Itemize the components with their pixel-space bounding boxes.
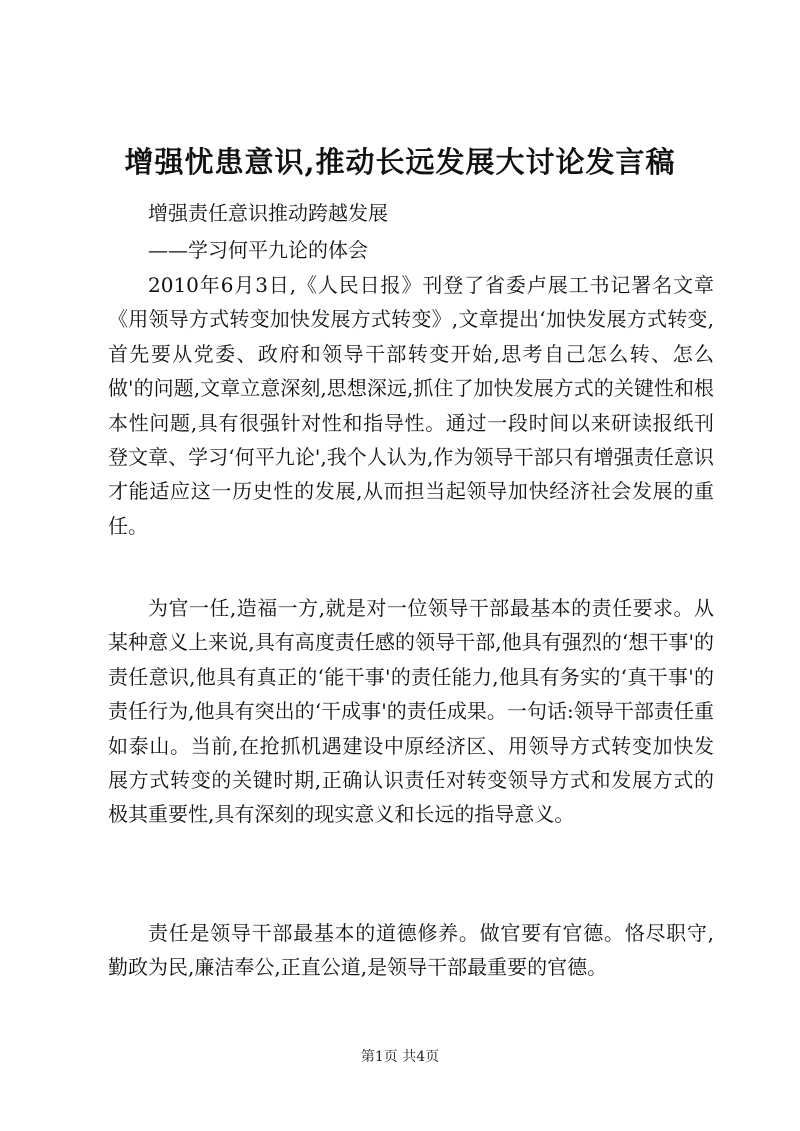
document-title: 增强忧患意识,推动长远发展大讨论发言稿: [124, 145, 676, 179]
document-byline: ——学习何平九论的体会: [148, 238, 368, 262]
paragraph-3: 责任是领导干部最基本的道德修养。做官要有官德。恪尽职守,勤政为民,廉洁奉公,正直公道,是领导干部最重要的官德。: [108, 921, 714, 980]
paragraph-2: 为官一任,造福一方,就是对一位领导干部最基本的责任要求。从某种意义上来说,具有高度责任感的领导干部,他具有强烈的‘想干事'的责任意识,他具有真正的‘能干事'的责任能力,他具有务实的‘真干事'的责任行为,他具有突出的‘干成事'的责任成果。一句话:领导干部责任重如泰山。当前,在抢抓机遇建设中原经济区、用领导方式转变加快发展方式转变的关键时期,正确认识责任对转变领导方式和发展方式的极其重要性,具有深刻的现实意义和长远的指导意义。: [108, 596, 714, 827]
document-subtitle: 增强责任意识推动跨越发展: [148, 201, 388, 225]
paragraph-1: 2010年6月3日,《人民日报》刊登了省委卢展工书记署名文章《用领导方式转变加快发展方式转变》,文章提出‘加快发展方式转变,首先要从党委、政府和领导干部转变开始,思考自己怎么转、怎么做'的问题,文章立意深刻,思想深远,抓住了加快发展方式的关键性和根本性问题,具有很强针对性和指导性。通过一段时间以来研读报纸刊登文章、学习‘何平九论',我个人认为,作为领导干部只有增强责任意识才能适应这一历史性的发展,从而担当起领导加快经济社会发展的重任。: [108, 273, 714, 538]
page-footer: 第1页 共4页: [360, 1049, 440, 1065]
